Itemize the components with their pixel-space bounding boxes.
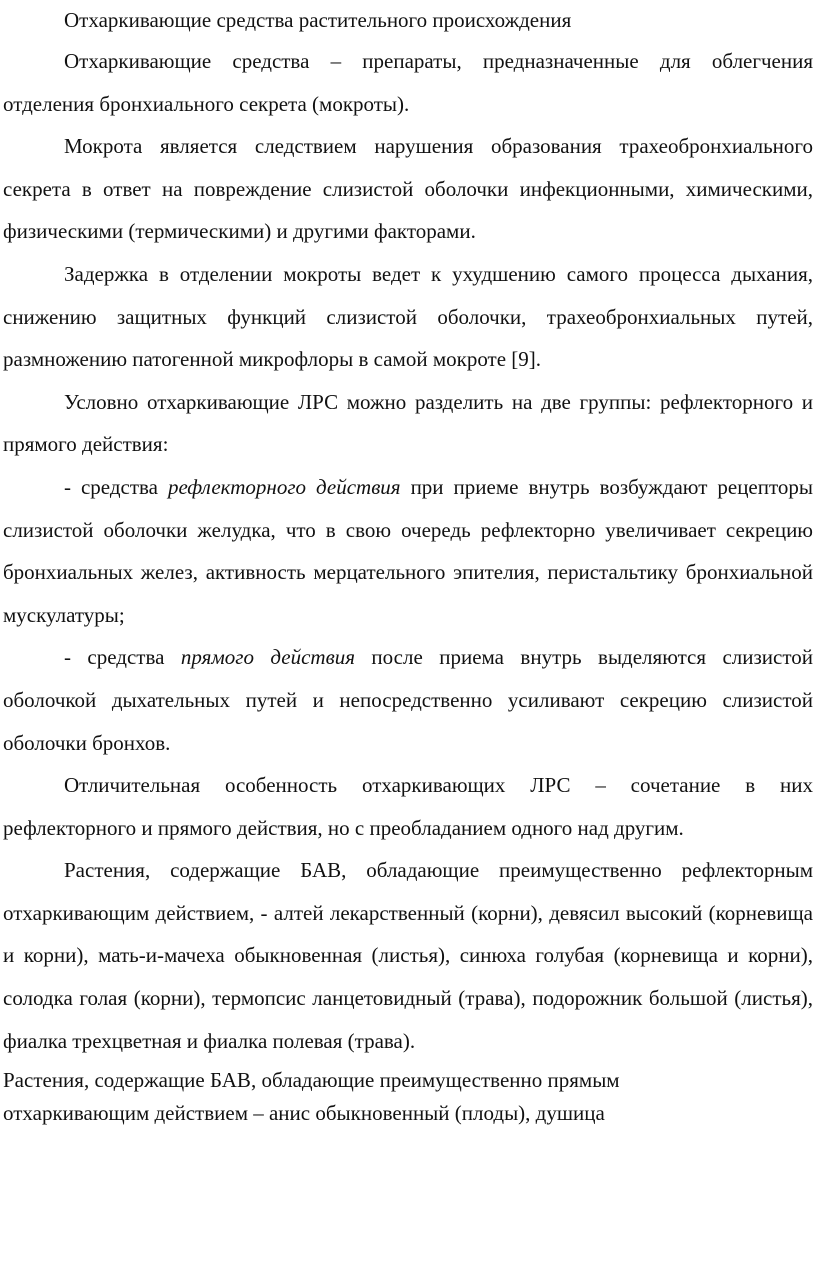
document-page <box>3 0 813 1130</box>
direct-plants-line-2: отхаркивающим действием – анис обыкновенный (плоды), душица <box>3 1101 605 1126</box>
direct-description: после приема внутрь выделяются слизистой оболочкой дыхательных путей и непосредственно усиливают секрецию слизистой оболочки бронхов. <box>3 645 813 755</box>
paragraph-direct-plants <box>3 1064 813 1130</box>
paragraph-distinctive-feature: Отличительная особенность отхаркивающих ЛРС – сочетание в них рефлекторного и прямого действия, но с преобладанием одного над другим. <box>3 773 813 840</box>
direct-lead: - средства <box>64 645 181 670</box>
direct-plants-line-1: Растения, содержащие БАВ, обладающие преимущественно прямым <box>3 1068 620 1093</box>
paragraph-groups-intro: Условно отхаркивающие ЛРС можно разделить на две группы: рефлекторного и прямого действия: <box>3 389 813 457</box>
reflex-lead: - средства <box>64 474 168 499</box>
paragraph-definition: Отхаркивающие средства – препараты, предназначенные для облегчения отделения бронхиального секрета (мокроты). <box>3 49 813 116</box>
paragraph-direct-action <box>3 636 813 764</box>
paragraph-sputum-cause: Мокрота является следствием нарушения образования трахеобронхиального секрета в ответ на повреждение слизистой оболочки инфекционными, химическими, физическими (термическими) и другими факторами. <box>3 134 813 244</box>
reflex-term: рефлекторного действия <box>168 474 401 499</box>
paragraph-reflex-action <box>3 466 813 636</box>
reflex-description: при приеме внутрь возбуждают рецепторы слизистой оболочки желудка, что в свою очередь рефлекторно увеличивает секрецию бронхиальных желез, активность мерцательного эпителия, перистальтику бронхиальной мускулатуры; <box>3 474 814 627</box>
paragraph-reflex-plants: Растения, содержащие БАВ, обладающие преимущественно рефлекторным отхаркивающим действием, - алтей лекарственный (корни), девясил высокий (корневища и корни), мать-и-мачеха обыкновенная (листья), синюха голубая (корневища и корни), солодка голая (корни), термопсис ланцетовидный (трава), подорожник большой (листья), фиалка трехцветная и фиалка полевая (трава). <box>3 858 813 1053</box>
paragraph-sputum-retention: Задержка в отделении мокроты ведет к ухудшению самого процесса дыхания, снижению защитных функций слизистой оболочки, трахеобронхиальных путей, размножению патогенной микрофлоры в самой мокроте [9]. <box>3 261 813 372</box>
document-title: Отхаркивающие средства растительного происхождения <box>64 8 572 32</box>
direct-term: прямого действия <box>180 645 355 670</box>
